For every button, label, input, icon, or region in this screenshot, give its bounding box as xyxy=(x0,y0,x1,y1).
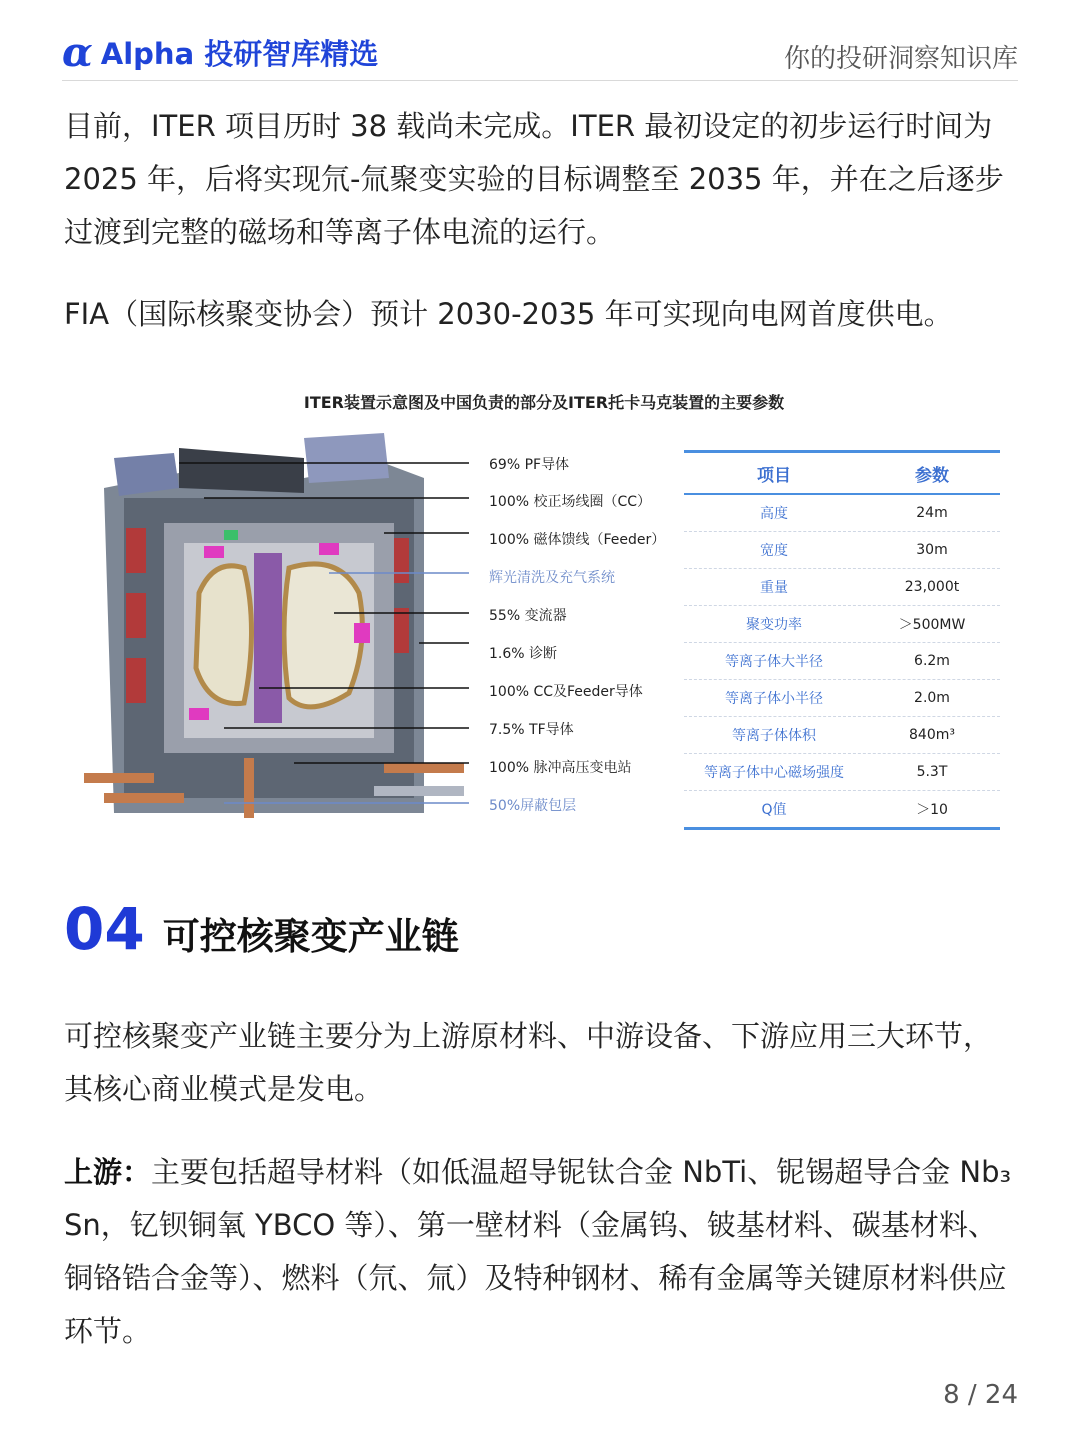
figure-label: 69% PF导体 xyxy=(489,457,570,473)
section-number: 04 xyxy=(64,895,145,963)
table-cell-item: 等离子体小半径 xyxy=(725,691,823,707)
figure-label: 55% 变流器 xyxy=(489,608,567,624)
alpha-logo-icon: α xyxy=(62,28,93,76)
table-cell-item: 等离子体中心磁场强度 xyxy=(704,765,844,781)
table-cell-item: 高度 xyxy=(760,506,788,522)
table-cell-item: 聚变功率 xyxy=(746,617,802,633)
iter-tokamak-illustration xyxy=(84,418,474,828)
iter-parameters-table xyxy=(684,450,1000,830)
figure-label: 100% 校正场线圈（CC） xyxy=(489,494,652,510)
table-row xyxy=(684,791,1000,827)
figure-label: 50%屏蔽包层 xyxy=(489,798,577,814)
table-cell-value: ＞10 xyxy=(916,802,948,818)
table-cell-item: Q值 xyxy=(761,802,787,818)
table-row xyxy=(684,532,1000,569)
table-header-row xyxy=(684,453,1000,495)
table-row xyxy=(684,569,1000,606)
table-cell-item: 等离子体大半径 xyxy=(725,654,823,670)
brand xyxy=(62,28,379,76)
page-number: 8 / 24 xyxy=(943,1380,1018,1410)
table-row xyxy=(684,495,1000,532)
table-cell-item: 等离子体体积 xyxy=(732,728,816,744)
figure-label: 1.6% 诊断 xyxy=(489,646,558,662)
upstream-lead: 上游： xyxy=(64,1155,152,1189)
header-slogan: 你的投研洞察知识库 xyxy=(783,44,1018,74)
figure-label: 100% 磁体馈线（Feeder） xyxy=(489,532,666,548)
paragraph-iter-status: 目前，ITER 项目历时 38 载尚未完成。ITER 最初设定的初步运行时间为 2025 年，后将实现氘-氚聚变实验的目标调整至 2035 年，并在之后逐步过渡到完整的磁场和等离子体电流的运行。 xyxy=(64,109,1004,249)
table-cell-value: 24m xyxy=(916,505,948,521)
paragraph-fia: FIA（国际核聚变协会）预计 2030-2035 年可实现向电网首度供电。 xyxy=(64,297,953,331)
section-title: 可控核聚变产业链 xyxy=(162,915,459,958)
paragraph-upstream xyxy=(64,1146,1014,1358)
table-header-param: 参数 xyxy=(915,465,949,486)
brand-name: Alpha 投研智库精选 xyxy=(100,37,379,71)
table-row xyxy=(684,643,1000,680)
table-cell-value: 5.3T xyxy=(916,764,948,780)
section-heading xyxy=(64,895,459,963)
table-row xyxy=(684,754,1000,791)
table-cell-value: 2.0m xyxy=(914,690,950,706)
figure-label: 7.5% TF导体 xyxy=(489,722,574,738)
table-header-item: 项目 xyxy=(757,465,791,486)
table-cell-item: 重量 xyxy=(760,580,788,596)
figure-label: 100% CC及Feeder导体 xyxy=(489,684,643,700)
table-cell-value: 23,000t xyxy=(904,579,960,595)
figure-title: ITER装置示意图及中国负责的部分及ITER托卡马克装置的主要参数 xyxy=(303,393,785,412)
page-header xyxy=(62,28,1018,81)
table-row xyxy=(684,680,1000,717)
figure-label: 辉光清洗及充气系统 xyxy=(489,570,615,586)
table-cell-item: 宽度 xyxy=(760,543,788,559)
paragraph-industry-chain: 可控核聚变产业链主要分为上游原材料、中游设备、下游应用三大环节，其核心商业模式是发电。 xyxy=(64,1019,993,1106)
upstream-text: 主要包括超导材料（如低温超导铌钛合金 NbTi、铌锡超导合金 Nb₃ Sn，钇钡铜氧 YBCO 等）、第一壁材料（金属钨、铍基材料、碳基材料、铜铬锆合金等）、燃料（氘、氚）及特种钢材、稀有金属等关键原材料供应环节。 xyxy=(64,1155,1012,1348)
table-cell-value: 840m³ xyxy=(909,727,955,743)
table-cell-value: 6.2m xyxy=(914,653,950,669)
table-row xyxy=(684,717,1000,754)
table-row xyxy=(684,606,1000,643)
table-cell-value: 30m xyxy=(916,542,948,558)
table-cell-value: ＞500MW xyxy=(898,617,966,633)
figure-label: 100% 脉冲高压变电站 xyxy=(489,760,632,776)
iter-figure xyxy=(84,378,1004,838)
